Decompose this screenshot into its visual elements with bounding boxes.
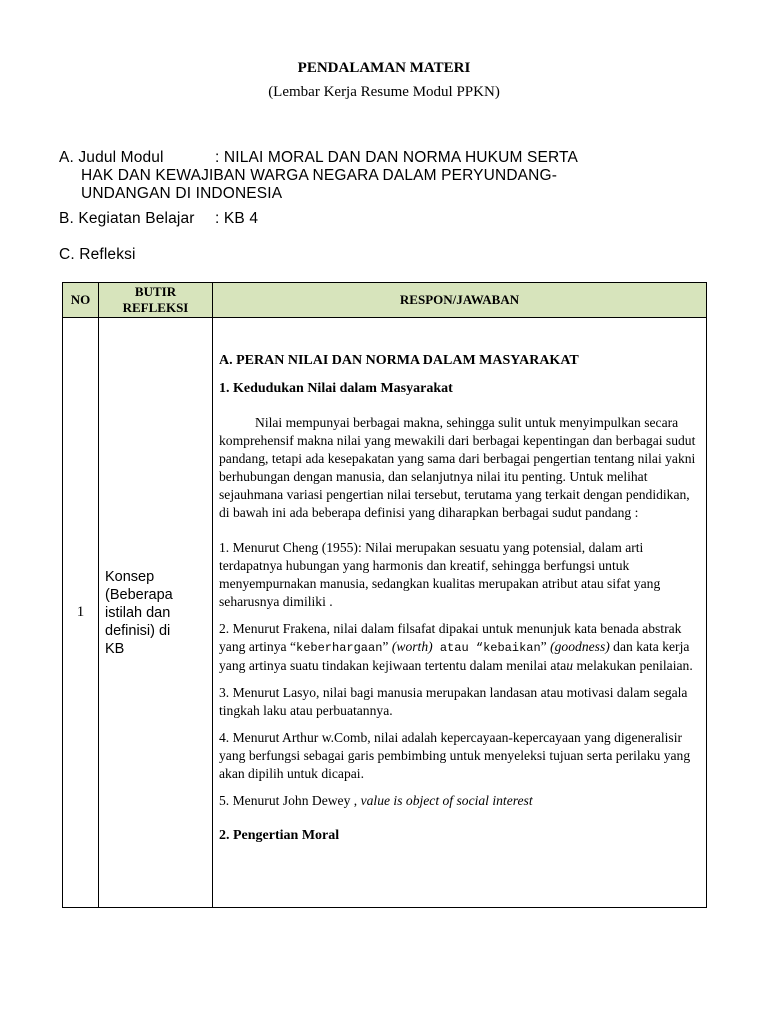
judul-modul-value-line2: HAK DAN KEWAJIBAN WARGA NEGARA DALAM PERYUNDANG- (81, 167, 558, 184)
butir-line: istilah dan (105, 604, 171, 621)
butir-line: KB (105, 640, 125, 657)
table-header-row (63, 283, 707, 318)
response-subheading-moral: 2. Pengertian Moral (219, 828, 340, 843)
document-subtitle: (Lembar Kerja Resume Modul PPKN) (268, 84, 500, 100)
frakena-text: 2. Menurut Frakena, nilai dalam filsafat dipakai untuk menunjuk kata benada abstrak yang artinya “ (219, 621, 682, 654)
butir-line: definisi) di (105, 622, 171, 639)
definition-cheng: 1. Menurut Cheng (1955): Nilai merupakan sesuatu yang potensial, dalam arti terdapatnya hubungan yang harmonis dan kreatif, sehingga berfungsi untuk menyempurnakan manusia, sedangkan kualitas merupakan atribut atau sifat yang seharusnya dimiliki . (219, 540, 661, 609)
frakena-text: atau “ (432, 641, 484, 655)
frakena-term-keberhargaan: keberhargaan (296, 641, 383, 655)
response-intro-paragraph: Nilai mempunyai berbagai makna, sehingga sulit untuk menyimpulkan secara komprehensif makna nilai yang mewakili dari berbagai kepentingan dan berbagai sudut pandang, tetapi ada kesepakatan yang sama dari berbagai pengertian tentang nilai yakni berhubungan dengan manusia, dan selanjutnya nilai itu penting. Untuk melihat sejauhmana variasi pengertian nilai tersebut, terutama yang terkait dengan pendidikan, di bawah ini ada beberapa definisi yang diharapkan berbagai sudut pandang : (219, 415, 696, 520)
document-title: PENDALAMAN MATERI (297, 60, 471, 76)
kegiatan-belajar-value: : KB 4 (215, 210, 259, 227)
judul-modul-value-line1: : NILAI MORAL DAN DAN NORMA HUKUM SERTA (215, 149, 578, 166)
row-respon-jawaban (213, 318, 707, 908)
judul-modul-value-line3: UNDANGAN DI INDONESIA (81, 185, 283, 202)
frakena-term-worth: (worth) (391, 639, 433, 654)
row-butir-refleksi (99, 318, 213, 908)
header-no: NO (63, 283, 99, 318)
frakena-text: u (566, 658, 574, 673)
frakena-text: melakukan penilaian. (573, 658, 693, 673)
section-kegiatan-belajar (59, 210, 258, 228)
frakena-text: dan kata kerja yang artinya suatu tindakan kejiwaan tertentu dalam menilai ata (219, 639, 690, 673)
definition-john-dewey (219, 792, 700, 810)
row-number: 1 (63, 318, 99, 908)
frakena-text: ” (540, 639, 551, 654)
butir-line: (Beberapa (105, 586, 173, 603)
section-refleksi (59, 246, 136, 264)
definition-frakena (219, 620, 700, 675)
judul-modul-label: A. Judul Modul (59, 149, 164, 166)
refleksi-table (62, 282, 707, 908)
frakena-text: ” (382, 639, 392, 654)
dewey-text: 5. Menurut John Dewey , (219, 793, 361, 808)
frakena-term-kebaikan: kebaikan (483, 641, 541, 655)
header-respon-jawaban: RESPON/JAWABAN (213, 283, 707, 318)
response-heading: A. PERAN NILAI DAN NORMA DALAM MASYARAKAT (219, 353, 579, 368)
refleksi-label: C. Refleksi (59, 246, 136, 263)
definition-arthur-comb: 4. Menurut Arthur w.Comb, nilai adalah kepercayaan-kepercayaan yang digeneralisir yang berfungsi sebagai garis pembimbing untuk menyeleksi tujuan serta perilaku yang akan dipilih untuk dicapai. (219, 730, 691, 781)
butir-line: Konsep (105, 568, 155, 585)
header-butir-line2: REFLEKSI (122, 300, 189, 315)
dewey-quote: value is object of social interest (360, 793, 533, 808)
response-subheading-nilai: 1. Kedudukan Nilai dalam Masyarakat (219, 381, 453, 396)
kegiatan-belajar-label: B. Kegiatan Belajar (59, 210, 195, 227)
header-butir-refleksi (99, 283, 213, 318)
section-judul-modul (59, 149, 578, 203)
frakena-term-goodness: (goodness) (550, 639, 610, 654)
definition-lasyo: 3. Menurut Lasyo, nilai bagi manusia merupakan landasan atau motivasi dalam segala tingkah laku atau perbuatannya. (219, 685, 688, 718)
header-butir-line1: BUTIR (134, 284, 177, 299)
table-row (63, 318, 707, 908)
